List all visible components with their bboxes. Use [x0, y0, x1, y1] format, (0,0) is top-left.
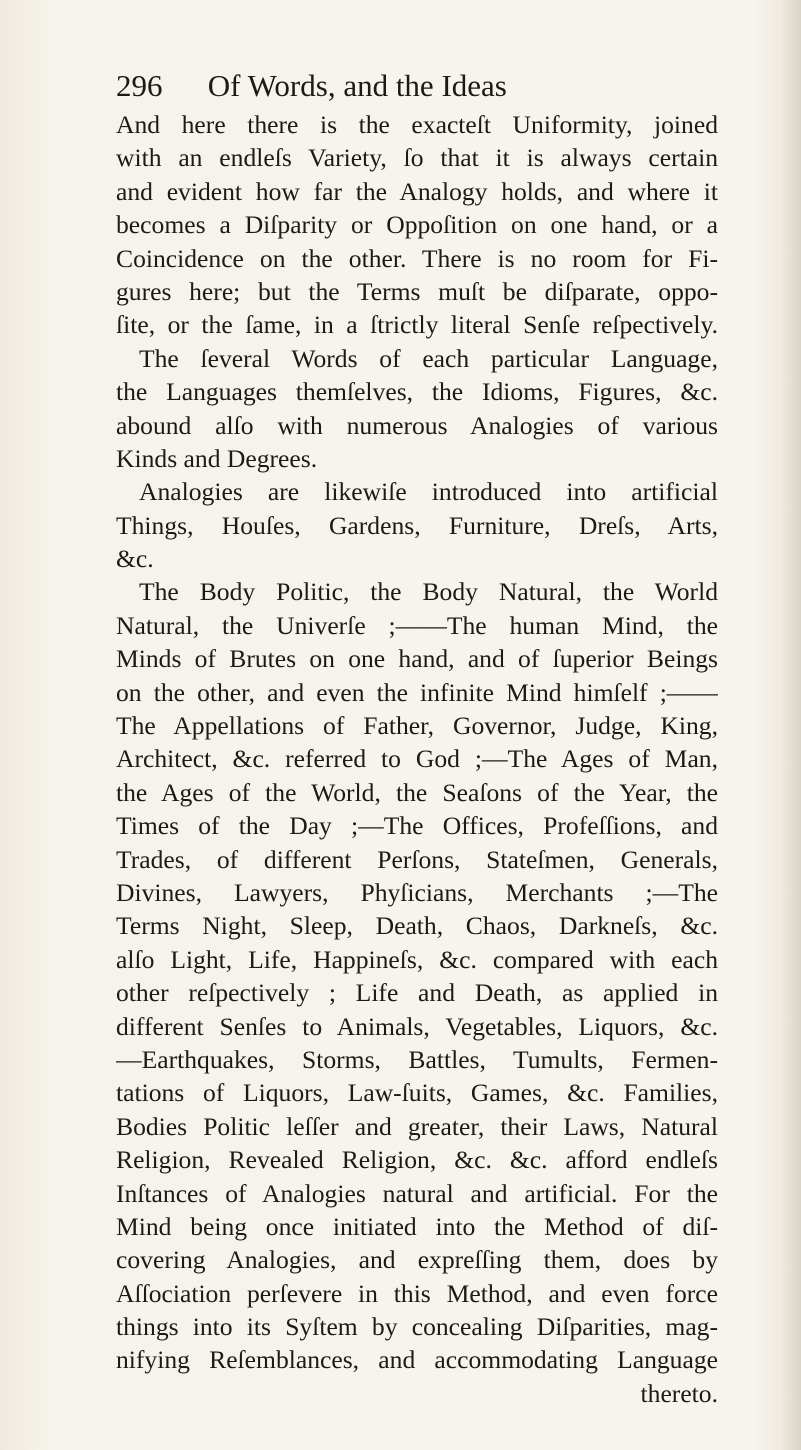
text-line: The Body Politic, the Body Natural, the World	[139, 577, 718, 607]
text-line: becomes a Diſparity or Oppoſition on one hand, or a	[116, 210, 718, 240]
text-line: the Languages themſelves, the Idioms, Figures, &c.	[116, 377, 718, 407]
page-header	[116, 66, 676, 106]
text-line: and evident how far the Analogy holds, and where it	[116, 176, 718, 206]
text-line: Terms Night, Sleep, Death, Chaos, Darkneſs, &c.	[116, 911, 718, 941]
text-line: nifying Reſemblances, and accommodating Language	[116, 1345, 718, 1375]
text-line: tations of Liquors, Law-ſuits, Games, &c. Families,	[116, 1078, 718, 1108]
text-line: gures here; but the Terms muſt be diſparate, oppo-	[116, 276, 718, 306]
page-edge-shadow	[781, 0, 801, 1450]
text-line: —Earthquakes, Storms, Battles, Tumults, Fermen-	[116, 1044, 718, 1074]
text-line: with an endleſs Variety, ſo that it is always certain	[116, 143, 718, 173]
text-line: Kinds and Degrees.	[116, 443, 318, 473]
text-line: Times of the Day ;—The Offices, Profeſſions, and	[116, 811, 718, 841]
text-line: things into its Syſtem by concealing Diſparities, mag-	[116, 1312, 718, 1342]
text-line: &c.	[116, 544, 154, 574]
text-line: Trades, of different Perſons, Stateſmen, Generals,	[116, 844, 718, 874]
text-line: Analogies are likewiſe introduced into artificial	[139, 477, 718, 507]
text-line: the Ages of the World, the Seaſons of the Year, the	[116, 777, 718, 807]
text-line: Mind being once initiated into the Method of diſ-	[116, 1211, 718, 1241]
text-line: thereto.	[640, 1378, 718, 1408]
text-line: Natural, the Univerſe ;——The human Mind, the	[116, 610, 718, 640]
text-line: covering Analogies, and expreſſing them, does by	[116, 1245, 718, 1275]
text-line: Coincidence on the other. There is no room for Fi-	[116, 243, 718, 273]
text-line: Architect, &c. referred to God ;—The Ages of Man,	[116, 744, 718, 774]
body-text	[116, 108, 718, 1410]
text-line: on the other, and even the infinite Mind himſelf ;——	[116, 677, 718, 707]
text-line: alſo Light, Life, Happineſs, &c. compared with each	[116, 944, 718, 974]
running-title: Of Words, and the Ideas	[207, 68, 507, 103]
text-line: Things, Houſes, Gardens, Furniture, Dreſs, Arts,	[116, 510, 718, 540]
text-line: Bodies Politic leſſer and greater, their Laws, Natural	[116, 1111, 718, 1141]
text-line: other reſpectively ; Life and Death, as applied in	[116, 978, 718, 1008]
text-line: The ſeveral Words of each particular Language,	[139, 343, 718, 373]
page-number: 296	[116, 68, 163, 103]
text-line: ſite, or the ſame, in a ſtrictly literal Senſe reſpectively.	[116, 310, 718, 340]
text-line: The Appellations of Father, Governor, Judge, King,	[116, 711, 718, 741]
text-line: And here there is the exacteſt Uniformity, joined	[116, 110, 718, 139]
text-line: different Senſes to Animals, Vegetables, Liquors, &c.	[116, 1011, 718, 1041]
text-line: abound alſo with numerous Analogies of various	[116, 410, 718, 440]
text-line: Religion, Revealed Religion, &c. &c. afford endleſs	[116, 1145, 718, 1175]
text-line: Aſſociation perſevere in this Method, and even force	[116, 1278, 718, 1308]
text-line: Divines, Lawyers, Phyſicians, Merchants ;—The	[116, 877, 718, 907]
text-line: Inſtances of Analogies natural and artificial. For the	[116, 1178, 718, 1208]
text-line: Minds of Brutes on one hand, and of ſuperior Beings	[116, 644, 718, 674]
